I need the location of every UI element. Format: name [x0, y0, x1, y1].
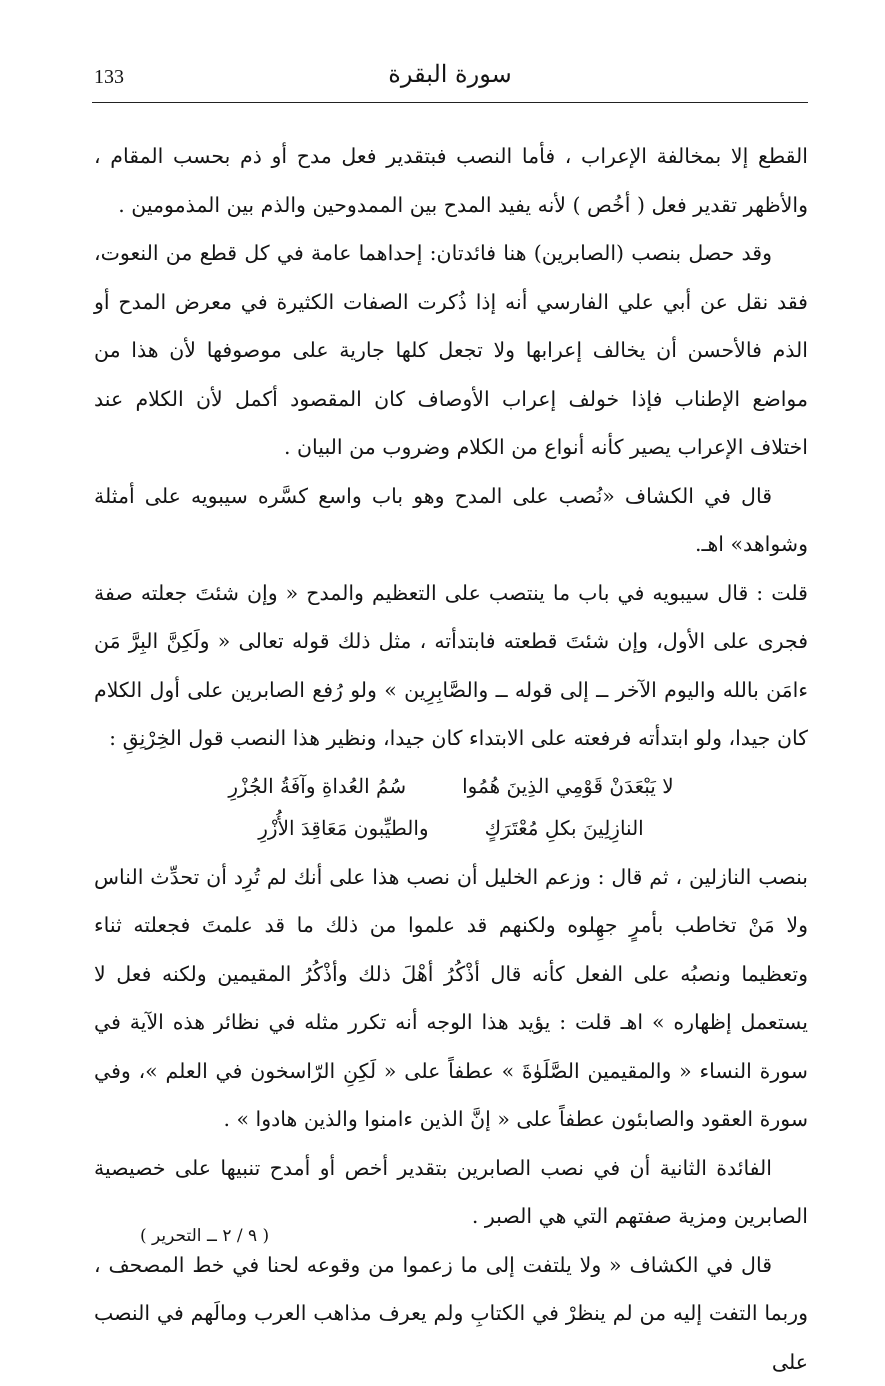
running-title: سورة البقرة	[92, 60, 808, 88]
paragraph: القطع إلا بمخالفة الإعراب ، فأما النصب فبتقدير فعل مدح أو ذم بحسب المقام ، والأظهر تقدير فعل ( أخُص ) لأنه يفيد المدح بين الممدوحين والذم بين المذمومين .	[94, 132, 808, 229]
paragraph: الفائدة الثانية أن في نصب الصابرين بتقدير أخص أو أمدح تنبيها على خصيصية الصابرين ومزية صفتهم التي هي الصبر .	[94, 1144, 808, 1241]
body-text	[94, 132, 808, 1386]
paragraph: قال في الكشاف «نُصب على المدح وهو باب واسع كسَّره سيبويه على أمثلة وشواهد» اهـ.	[94, 472, 808, 569]
page-header	[92, 54, 808, 103]
verse-line	[94, 807, 808, 849]
paragraph: قال في الكشاف « ولا يلتفت إلى ما زعموا من وقوعه لحنا في خط المصحف ، وربما التفت إليه من لم ينظرْ في الكتابِ ولم يعرف مذاهب العرب ومالَهم في النصب على	[94, 1241, 808, 1386]
page-number: 133	[94, 66, 124, 89]
poetry-verse	[94, 763, 808, 853]
verse-second-hemistich: سُمُ العُداةِ وآفَةُ الجُزْرِ	[228, 765, 406, 807]
paragraph: قلت : قال سيبويه في باب ما ينتصب على التعظيم والمدح « وإن شئتَ جعلته صفة فجرى على الأول، وإن شئتَ قطعته فابتدأته ، مثل ذلك قوله تعالى « ولَكِنَّ البِرَّ مَن ءامَن بالله واليوم الآخر ــ إلى قوله ــ والصَّابِرِين » ولو رُفع الصابرين على أول الكلام كان جيدا، ولو ابتدأته فرفعته على الابتداء كان جيدا، ونظير هذا النصب قول الخِرْنِقِ :	[94, 569, 808, 763]
verse-line	[94, 765, 808, 807]
verse-first-hemistich: النازِلِينَ بكلِ مُعْتَرَكٍ	[485, 807, 644, 849]
paragraph: بنصب النازلين ، ثم قال : وزعم الخليل أن نصب هذا على أنك لم تُرِد أن تحدِّث الناس ولا مَنْ تخاطب بأمرٍ جهِلوه ولكنهم قد علموا من ذلك ما قد علمتَ فجعلته ثناء وتعظيما ونصبُه على الفعل كأنه قال أذْكُرُ أهْلَ ذلك وأذْكُرُ المقيمين ولكنه فعل لا يستعمل إظهاره » اهـ قلت : يؤيد هذا الوجه أنه تكرر مثله في نظائر هذه الآية في سورة النساء « والمقيمين الصَّلَوٰةَ » عطفاً على « لَكِنِ الرّاسخون في العلم »، وفي سورة العقود والصابئون عطفاً على « إنَّ الذين ءامنوا والذين هادوا » .	[94, 853, 808, 1144]
verse-first-hemistich: لا يَبْعَدَنْ قَوْمِي الذِينَ هُمُوا	[462, 765, 673, 807]
verse-second-hemistich: والطيِّبون مَعَاقِدَ الأُزْرِ	[258, 807, 428, 849]
paragraph: وقد حصل بنصب (الصابرين) هنا فائدتان: إحداهما عامة في كل قطع من النعوت، فقد نقل عن أبي علي الفارسي أنه إذا ذُكرت الصفات الكثيرة في معرض المدح أو الذم فالأحسن أن يخالف إعرابها ولا تجعل كلها جارية على موصوفها لأن هذا من مواضع الإطناب فإذا خولف إعراب الأوصاف كان المقصود أكمل لأن الكلام عند اختلاف الإعراب يصير كأنه أنواع من الكلام وضروب من البيان .	[94, 229, 808, 472]
signature-footnote: ( ٩ / ٢ ــ التحرير )	[140, 1226, 269, 1246]
